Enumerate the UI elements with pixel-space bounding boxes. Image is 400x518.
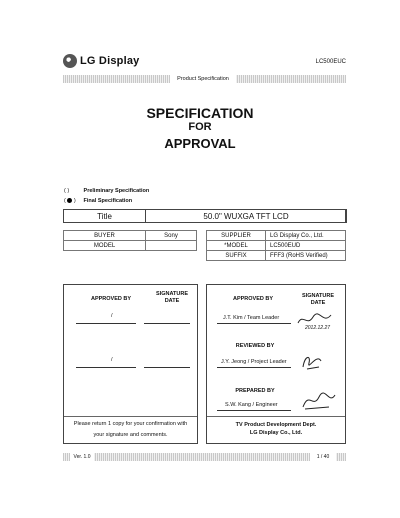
approver-line [217,323,291,324]
header-model: LC500EUC [315,59,346,65]
buyer-sign-slash-2: / [111,357,113,363]
footer-band [63,453,346,461]
buyer-value-cell: Sony [145,230,197,241]
supplier-approval-box [206,284,346,444]
supplier-value-cell: LG Display Co., Ltd. [265,230,346,241]
model-label-cell: MODEL [63,240,146,251]
buyer-date-line-2 [144,367,190,368]
doc-title-line2: FOR [188,121,212,133]
footer-page: 1 / 40 [310,453,336,461]
preparer-line [217,410,291,411]
header-band-label: Product Specification [170,75,236,83]
title-label-cell: Title [63,209,146,223]
preliminary-checkbox: ( ) [64,188,70,194]
buyer-sign-line-2 [76,367,136,368]
buyer-date-line-1 [144,323,190,324]
preparer-name: S.W. Kang / Engineer [225,402,278,408]
reviewer-name: J.Y. Jeong / Project Leader [221,359,287,365]
buyer-label-cell: BUYER [63,230,146,241]
reviewer-signature-icon [299,351,327,373]
supplier-label-cell: SUPPLIER [206,230,266,241]
supplier-approved-by: APPROVED BY [232,296,274,302]
final-label: Final Specification [83,198,133,204]
title-table [63,209,346,223]
reviewed-by-label: REVIEWED BY [235,343,275,349]
approver-date: 2012.12.27 [305,325,331,331]
buyer-date-label: DATE [164,298,180,304]
doc-title-line1: SPECIFICATION [146,105,254,121]
supplier-signature-label: SIGNATURE [302,293,334,299]
preparer-signature-icon [299,389,339,413]
buyer-box-divider [64,416,197,417]
buyer-sign-slash-1: / [111,313,113,319]
reviewer-line [217,367,291,368]
model-value-cell [145,240,197,251]
suffix-label-cell: SUFFIX [206,250,266,261]
supplier-model-value-cell: LC500EUD [265,240,346,251]
buyer-signature-label: SIGNATURE [156,291,188,297]
buyer-approval-box [63,284,198,444]
title-value-cell: 50.0" WUXGA TFT LCD [145,209,347,223]
final-checkbox: ( ) [64,198,76,204]
buyer-approved-by: APPROVED BY [90,296,132,302]
buyer-sign-line-1 [76,323,136,324]
spec-option-final [64,198,132,204]
selected-dot-icon [67,198,72,203]
doc-title-line3: APPROVAL [164,136,236,151]
approver-name: J.T. Kim / Team Leader [223,315,280,321]
buyer-note-line2: your signature and comments. [93,432,168,438]
suffix-value-cell: FFF3 (RoHS Verified) [265,250,346,261]
prepared-by-label: PREPARED BY [235,388,275,394]
buyer-note-line1: Please return 1 copy for your confirmation with [73,421,188,427]
lg-logo-icon [63,54,77,68]
supplier-date-label: DATE [310,300,326,306]
footer-version: Ver. 1.0 [70,453,94,461]
brand-name: LG Display [80,55,140,67]
supplier-model-label-cell: *MODEL [206,240,266,251]
dept-line2: LG Display Co., Ltd. [249,430,303,436]
preliminary-label: Preliminary Specification [83,188,150,194]
supplier-box-divider [207,416,345,417]
dept-line1: TV Product Development Dept. [235,422,317,428]
spec-option-preliminary [64,188,149,194]
